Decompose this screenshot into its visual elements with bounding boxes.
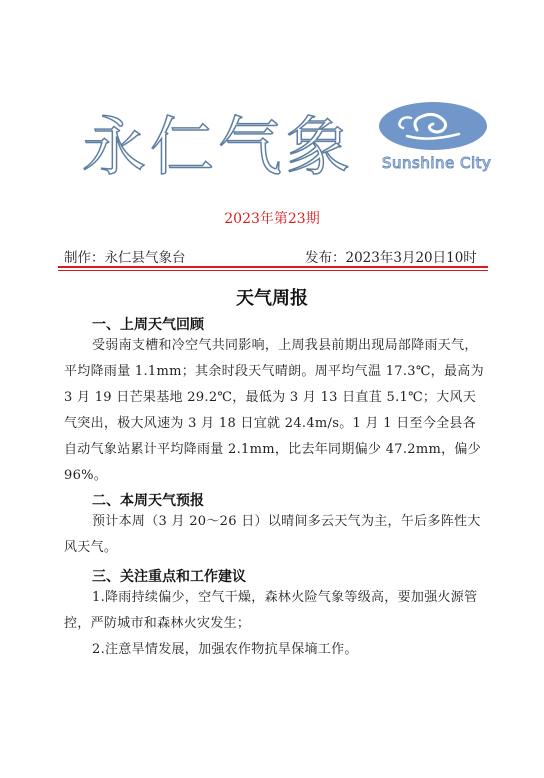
- section-paragraph-advice-1: 1.降雨持续偏少，空气干燥，森林火险气象等级高，要加强火源管控，严防城市和森林火灾发生；: [64, 590, 478, 631]
- section-paragraph-advice-2: 2.注意旱情发展，加强农作物抗旱保墒工作。: [92, 642, 358, 657]
- publisher-label: 制作：永仁县气象台: [64, 250, 186, 266]
- sunshine-city-logo: [377, 100, 489, 158]
- section-paragraph-review: 受弱南支槽和冷空气共同影响，上周我县前期出现局部降雨天气，平均降雨量 1.1mm；其余时段天气晴朗。周平均气温 17.3℃，最高为 3 月 19 日芒果基地 29.2℃，最低为 3 月 13 日直苴 5.1℃；大风天气突出，极大风速为 3 月 18 日宜就 24.4m/s。1 月 1 日至今全县各自动气象站累计平均降雨量 2.1mm，比去年同期偏少 47.2mm，偏少 96%。: [64, 338, 484, 483]
- publish-time: 发布：2023年3月20日10时: [305, 250, 477, 266]
- header-rule-thick: [58, 266, 488, 268]
- issue-number: 2023年第23期: [224, 211, 320, 227]
- section-heading-forecast: 二、本周天气预报: [92, 493, 204, 509]
- section-heading-review: 一、上周天气回顾: [92, 317, 204, 333]
- document-title: 天气周报: [236, 288, 308, 309]
- section-heading-advice: 三、关注重点和工作建议: [92, 569, 246, 585]
- masthead-title: 永仁气象: [82, 111, 354, 185]
- section-paragraph-forecast: 预计本周（3 月 20～26 日）以晴间多云天气为主，午后多阵性大风天气。: [64, 514, 481, 555]
- header-rule-thin: [58, 270, 488, 271]
- logo-text: Sunshine City: [382, 154, 492, 172]
